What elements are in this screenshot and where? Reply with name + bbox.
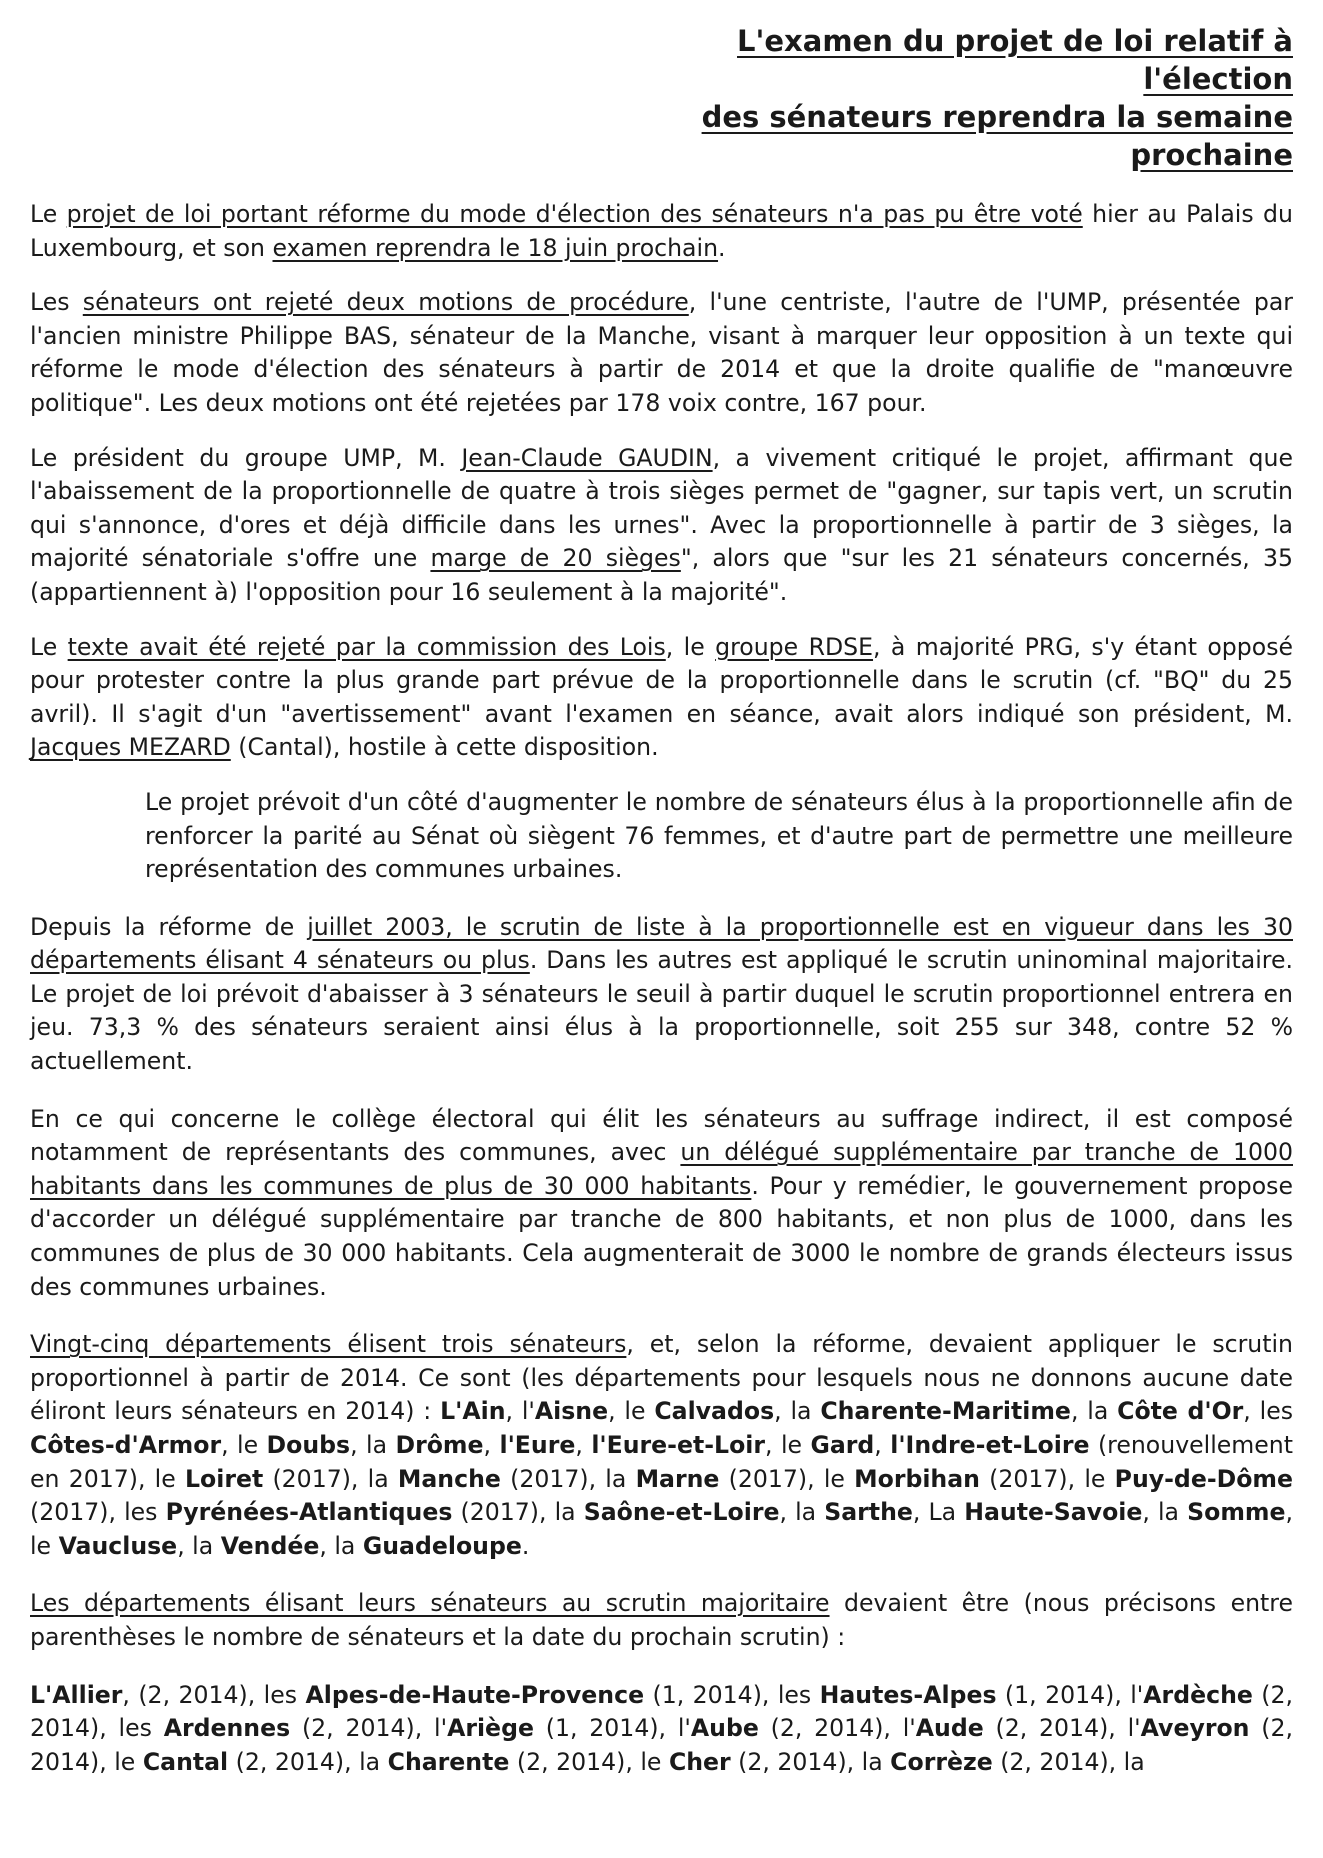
text-run: (renouvellement en 2017), le [30, 1431, 1293, 1493]
text-run: Le [30, 200, 67, 228]
text-run: Les [30, 288, 83, 317]
paragraph-2 [30, 286, 1293, 420]
text-run: (2, 2014), le [30, 1714, 1293, 1776]
text-run: , le [30, 1498, 1294, 1560]
department-name: Hautes-Alpes [819, 1680, 997, 1709]
underlined-text: projet de loi portant réforme du mode d'élection des sénateurs n'a pas pu être voté [66, 200, 1083, 228]
text-run: , à majorité PRG, s'y étant opposé pour protester contre la plus grande part prévue de la proportionnelle dans le scrutin (cf. "BQ" du 25 avril). Il s'agit d'un "avertissement" avant l'examen en séance, avait alors indiqué son président, M. [30, 632, 1294, 728]
department-name: Loiret [184, 1464, 264, 1493]
text-run: (1, 2014), l' [533, 1714, 691, 1743]
text-run: Depuis la réforme de [30, 912, 308, 941]
department-name: Côte d'Or [1117, 1397, 1244, 1426]
text-run: (Cantal), hostile à cette disposition. [230, 733, 659, 762]
text-run: (2, 2014), le [509, 1747, 669, 1776]
text-run: , la [1142, 1498, 1188, 1527]
department-name: Aveyron [1140, 1714, 1250, 1743]
department-name: Corrèze [890, 1747, 993, 1776]
paragraph-6 [30, 911, 1293, 1079]
department-name: Drôme [395, 1431, 484, 1459]
text-run: , le [221, 1431, 267, 1459]
department-name: Marne [635, 1464, 720, 1493]
text-run: , les [1243, 1397, 1293, 1426]
text-run: , [874, 1431, 891, 1459]
text-run: (2, 2014), l' [758, 1714, 916, 1743]
department-name: l'Eure-et-Loir [591, 1431, 766, 1459]
text-run: (2, 2014), l' [290, 1714, 448, 1743]
text-run: , et, selon la réforme, devaient appliquer le scrutin proportionnel à partir de 2014. Ce sont (les départements pour lesquels nous ne donnons aucune date éliront leurs sénateurs en 2014) : [30, 1330, 1293, 1426]
text-run: Le projet prévoit d'un côté d'augmenter le nombre de sénateurs élus à la proportionnelle afin de renforcer la parité au Sénat où siègent 76 femmes, et d'autre part de permettre une meilleure représentation des communes urbaines. [145, 787, 1293, 884]
underlined-text: sénateurs ont rejeté deux motions de procédure [82, 288, 689, 317]
text-run: (1, 2014), les [644, 1680, 820, 1709]
paragraph-8 [30, 1328, 1293, 1563]
department-name: l'Eure [499, 1431, 576, 1459]
text-run: , le [665, 632, 716, 661]
underlined-text: Jacques MEZARD [30, 733, 231, 762]
department-name: Ardèche [1143, 1680, 1253, 1709]
department-name: Puy-de-Dôme [1114, 1464, 1293, 1493]
department-name: Pyrénées-Atlantiques [165, 1498, 453, 1527]
department-name: Haute-Savoie [964, 1498, 1143, 1527]
text-run: , le [608, 1397, 655, 1426]
department-name: Calvados [654, 1397, 775, 1426]
underlined-text: Vingt-cinq départements élisent trois sénateurs [30, 1330, 627, 1359]
department-name: Cantal [142, 1747, 229, 1776]
paragraph-5-indented [145, 786, 1293, 887]
text-run: , la [350, 1431, 396, 1459]
department-name: Vaucluse [58, 1531, 178, 1560]
department-name: Aube [690, 1714, 759, 1743]
department-name: Vendée [220, 1531, 320, 1560]
text-run: (2017), le [979, 1464, 1115, 1493]
paragraph-4 [30, 631, 1293, 765]
text-run: (2017), la [263, 1464, 398, 1493]
text-run: . [718, 233, 726, 262]
department-name: L'Allier [30, 1680, 123, 1709]
underlined-text: groupe RDSE [715, 632, 874, 661]
department-name: Doubs [266, 1431, 351, 1459]
department-name: Aisne [534, 1397, 609, 1426]
paragraph-7 [30, 1103, 1293, 1305]
department-name: Charente-Maritime [820, 1397, 1071, 1426]
text-run: (2017), le [719, 1464, 855, 1493]
text-run: . [521, 1531, 530, 1560]
text-run: , [575, 1431, 592, 1459]
underlined-text: texte avait été rejeté par la commission des Lois [67, 632, 666, 661]
text-run: , la [774, 1397, 821, 1426]
text-run: (2, 2014), la [228, 1747, 388, 1776]
title-line-2: des sénateurs reprendra la semaine prochaine [701, 100, 1293, 172]
department-name: Aude [915, 1714, 984, 1743]
text-run: , l'une centriste, l'autre de l'UMP, présentée par l'ancien ministre Philippe BAS, sénateur de la Manche, visant à marquer leur opposition à un texte qui réforme le mode d'élection des sénateurs à partir de 2014 et que la droite qualifie de "manœuvre politique". Les deux motions ont été rejetées par 178 voix contre, 167 pour. [30, 288, 1293, 417]
text-run: (2, 2014), l' [983, 1714, 1141, 1743]
paragraph-1 [30, 198, 1293, 265]
text-run: , la [779, 1498, 825, 1527]
underlined-text: marge de 20 sièges [430, 544, 681, 573]
department-name: L'Ain [440, 1397, 506, 1426]
text-run: (2, 2014), les [30, 1680, 1294, 1743]
department-name: Cher [668, 1747, 731, 1776]
article-title [630, 22, 1293, 174]
text-run: (2017), les [30, 1498, 166, 1527]
text-run: En ce qui concerne le collège électoral qui élit les sénateurs au suffrage indirect, il est composé notamment de représentants des communes, avec [30, 1104, 1293, 1167]
text-run: ", alors que "sur les 21 sénateurs concernés, 35 (appartiennent à) l'opposition pour 16 seulement à la majorité". [30, 544, 1293, 606]
text-run: , a vivement critiqué le projet, affirmant que l'abaissement de la proportionnelle de quatre à trois sièges permet de "gagner, sur tapis vert, un scrutin qui s'annonce, d'ores et déjà difficile dans les urnes". Avec la proportionnelle à partir de 3 sièges, la majorité sénatoriale s'offre une [30, 443, 1293, 573]
text-run: (1, 2014), l' [996, 1680, 1144, 1709]
text-run: , la [319, 1531, 363, 1560]
department-name: Sarthe [824, 1498, 913, 1527]
department-name: Somme [1187, 1498, 1286, 1527]
department-name: Ariège [447, 1714, 534, 1743]
department-name: Saône-et-Loire [583, 1498, 780, 1527]
text-run: , (2, 2014), les [122, 1680, 306, 1709]
text-run: , l' [505, 1397, 535, 1426]
text-run: . Dans les autres est appliqué le scrutin uninominal majoritaire. Le projet de loi prévoit d'abaisser à 3 sénateurs le seuil à partir duquel le scrutin proportionnel entrera en jeu. 73,3 % des sénateurs seraient ainsi élus à la proportionnelle, soit 255 sur 348, contre 52 % actuellement. [30, 946, 1293, 1076]
text-run: , le [765, 1431, 811, 1459]
department-name: Gard [810, 1431, 875, 1459]
text-run: hier au Palais du Luxembourg, et son [30, 200, 1293, 262]
department-name: Morbihan [854, 1464, 980, 1493]
text-run: (2, 2014), la [730, 1747, 891, 1776]
title-line-1: L'examen du projet de loi relatif à l'élection [737, 24, 1293, 96]
underlined-text: un délégué supplémentaire par tranche de 1000 habitants dans les communes de plus de 30 000 habitants [30, 1138, 1293, 1200]
underlined-text: Jean-Claude GAUDIN [461, 443, 713, 472]
department-name: Ardennes [163, 1714, 291, 1743]
text-run: (2017), la [500, 1464, 636, 1493]
text-run: (2, 2014), la [992, 1747, 1145, 1776]
paragraph-10 [30, 1679, 1293, 1780]
text-run: , La [912, 1498, 965, 1527]
text-run: Le président du groupe UMP, M. [30, 443, 462, 472]
underlined-text: juillet 2003, le scrutin de liste à la proportionnelle est en vigueur dans les 30 départements élisant 4 sénateurs ou plus [30, 912, 1293, 975]
text-run: Le [30, 632, 68, 661]
text-run: , [483, 1431, 500, 1459]
department-name: Guadeloupe [362, 1531, 522, 1560]
underlined-text: Les départements élisant leurs sénateurs au scrutin majoritaire [30, 1589, 830, 1618]
text-run: devaient être (nous précisons entre parenthèses le nombre de sénateurs et la date du prochain scrutin) : [30, 1589, 1293, 1651]
department-name: Alpes-de-Haute-Provence [305, 1680, 645, 1709]
department-name: l'Indre-et-Loire [890, 1431, 1090, 1459]
text-run: . Pour y remédier, le gouvernement propose d'accorder un délégué supplémentaire par tranche de 800 habitants, et non plus de 1000, dans les communes de plus de 30 000 habitants. Cela augmenterait de 3000 le nombre de grands électeurs issus des communes urbaines. [30, 1171, 1293, 1301]
department-name: Côtes-d'Armor [30, 1431, 222, 1459]
underlined-text: examen reprendra le 18 juin prochain [272, 233, 719, 262]
text-run: , la [177, 1531, 221, 1560]
department-name: Charente [387, 1747, 510, 1776]
text-run: , la [1070, 1397, 1118, 1426]
department-name: Manche [397, 1464, 501, 1493]
paragraph-3 [30, 442, 1293, 610]
text-run: (2017), la [452, 1498, 584, 1527]
paragraph-9 [30, 1587, 1293, 1654]
